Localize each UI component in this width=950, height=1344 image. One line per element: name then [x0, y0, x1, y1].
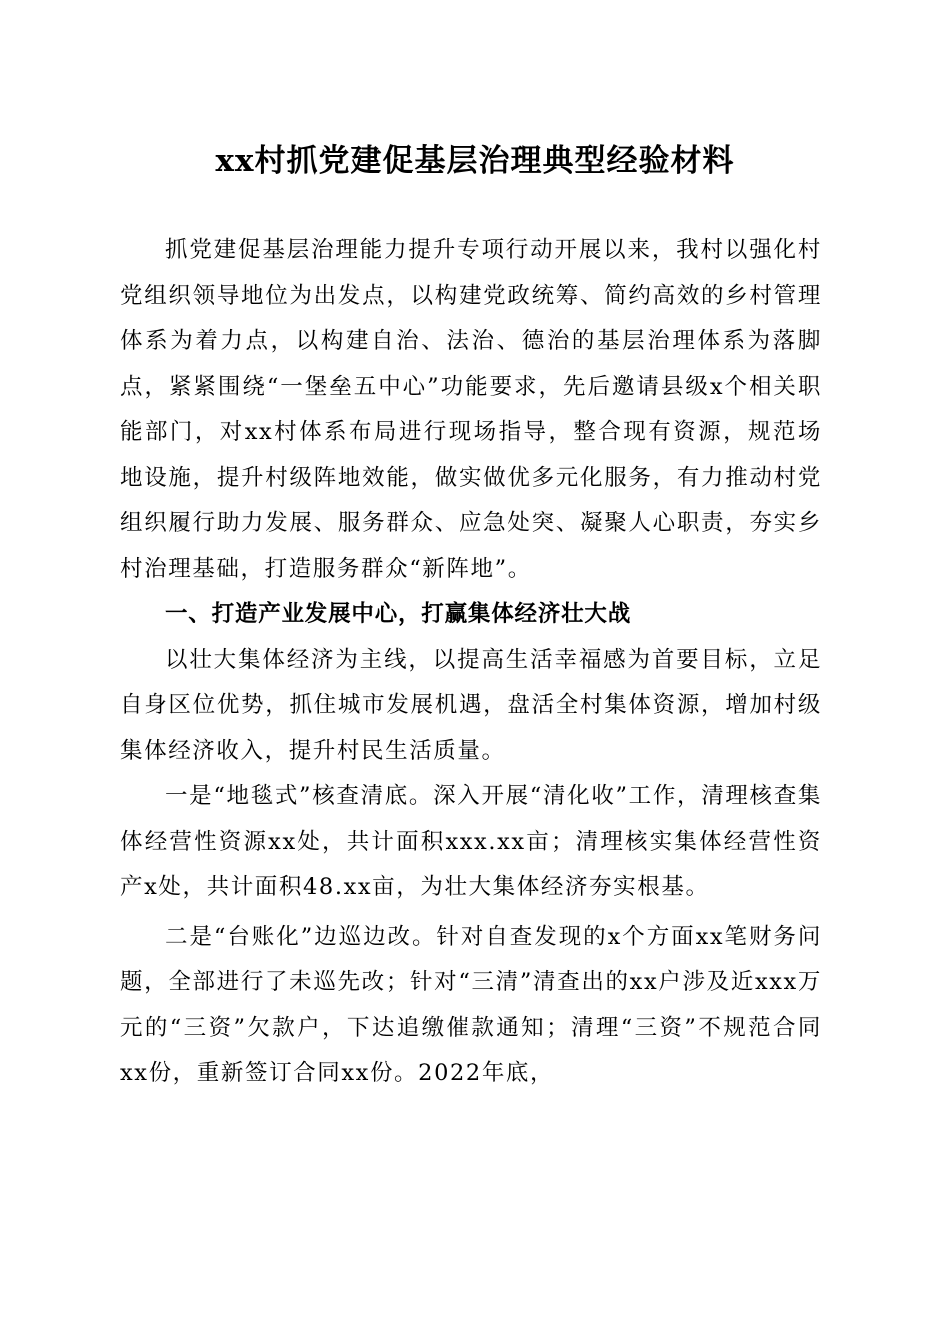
- intro-paragraph: 抓党建促基层治理能力提升专项行动开展以来，我村以强化村党组织领导地位为出发点，以构建党政统筹、简约高效的乡村管理体系为着力点，以构建自治、法治、德治的基层治理体系为落脚点，紧紧围绕“一堡垒五中心”功能要求，先后邀请县级x个相关职能部门，对xx村体系布局进行现场指导，整合现有资源，规范场地设施，提升村级阵地效能，做实做优多元化服务，有力推动村党组织履行助力发展、服务群众、应急处突、凝聚人心职责，夯实乡村治理基础，打造服务群众“新阵地”。: [120, 237, 822, 582]
- section-intro-paragraph: 以壮大集体经济为主线，以提高生活幸福感为首要目标，立足自身区位优势，抓住城市发展机遇，盘活全村集体资源，增加村级集体经济收入，提升村民生活质量。: [120, 646, 822, 764]
- section-heading: 一、打造产业发展中心，打赢集体经济壮大战: [165, 601, 632, 627]
- document-title: xx村抓党建促基层治理典型经验材料: [215, 143, 735, 179]
- point-one-paragraph: 一是“地毯式”核查清底。深入开展“清化收”工作，清理核查集体经营性资源xx处，共计面积xxx.xx亩；清理核实集体经营性资产x处，共计面积48.xx亩，为壮大集体经济夯实根基。: [120, 783, 822, 900]
- document-body: [120, 228, 822, 1097]
- point-two-paragraph: 二是“台账化”边巡边改。针对自查发现的x个方面xx笔财务问题，全部进行了未巡先改；针对“三清”清查出的xx户涉及近xxx万元的“三资”欠款户，下达追缴催款通知；清理“三资”不规范合同xx份，重新签订合同xx份。2022年底，: [120, 923, 822, 1086]
